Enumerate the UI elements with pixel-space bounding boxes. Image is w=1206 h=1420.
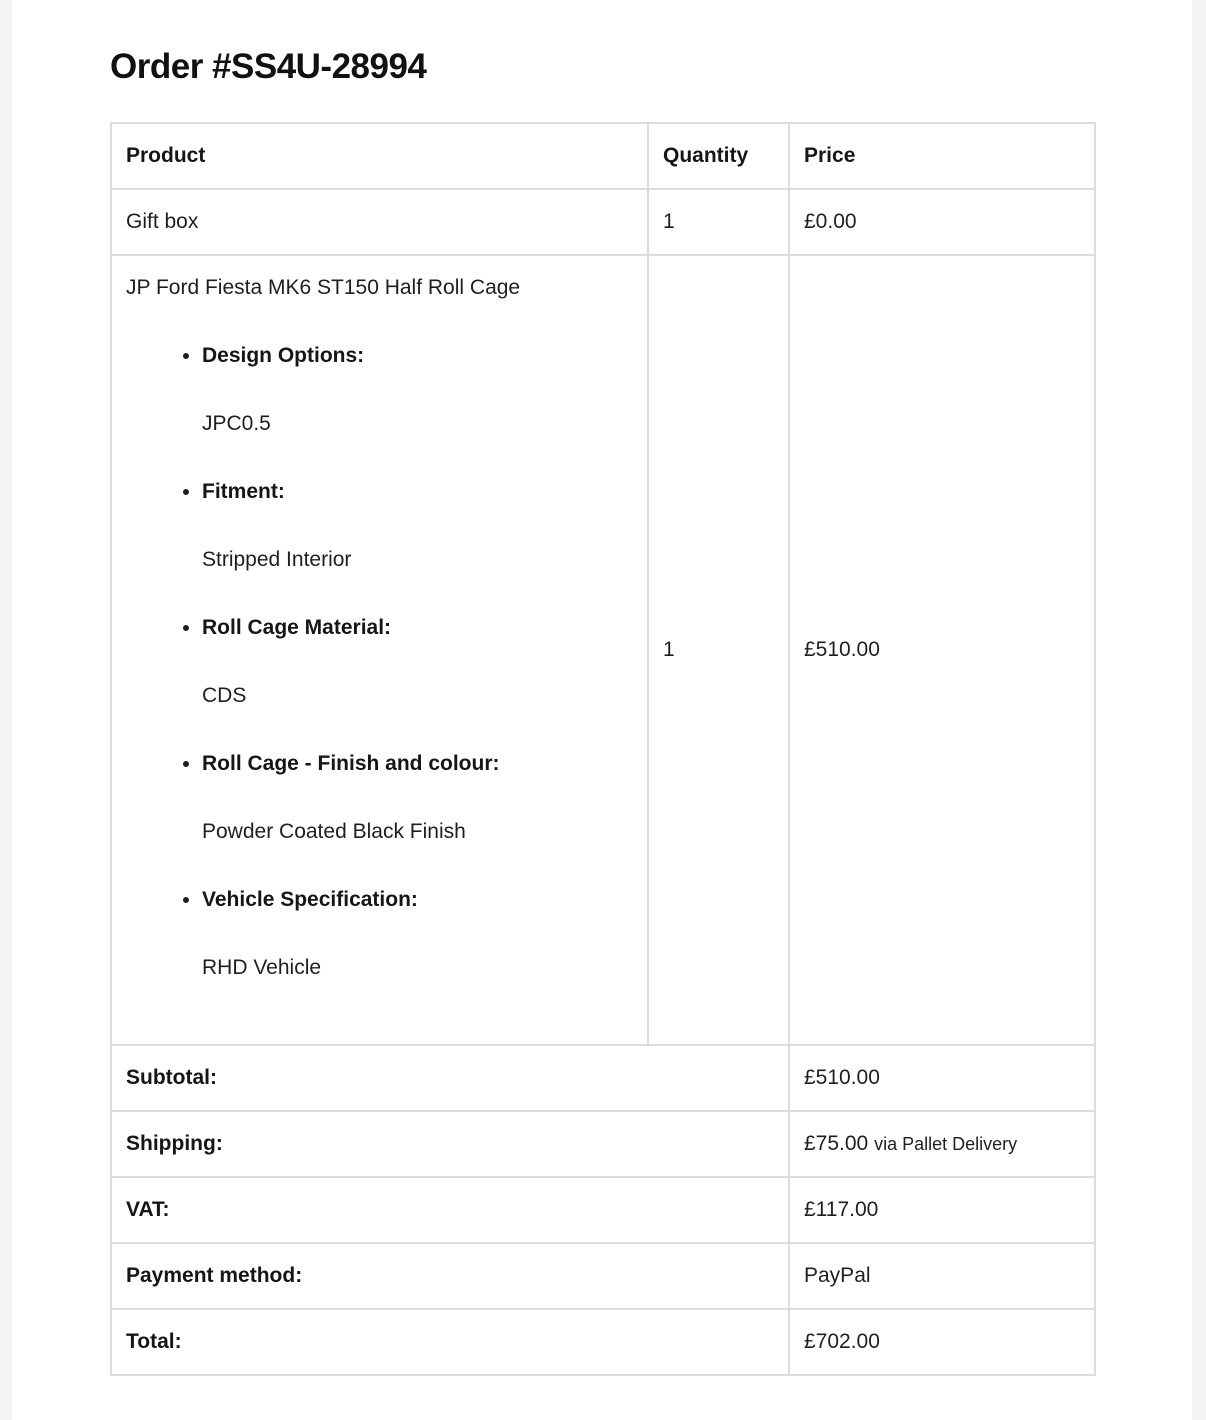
- option-label: • Design Options:: [202, 344, 365, 367]
- summary-value: PayPal: [789, 1243, 1095, 1309]
- order-table: [110, 122, 1096, 1376]
- summary-label: Shipping:: [111, 1111, 789, 1177]
- option-label: • Roll Cage - Finish and colour:: [202, 752, 500, 775]
- price-cell: £510.00: [789, 255, 1095, 1045]
- option-item: [202, 888, 633, 980]
- quantity-cell: 1: [648, 189, 789, 255]
- product-name: JP Ford Fiesta MK6 ST150 Half Roll Cage: [126, 276, 521, 299]
- column-header-price: Price: [789, 123, 1095, 189]
- table-row: [111, 189, 1095, 255]
- option-value: CDS: [202, 684, 247, 707]
- product-name: Gift box: [126, 210, 199, 233]
- summary-label: VAT:: [111, 1177, 789, 1243]
- summary-value: £702.00: [789, 1309, 1095, 1375]
- summary-label: Total:: [111, 1309, 789, 1375]
- shipping-method-note: via Pallet Delivery: [874, 1134, 1018, 1154]
- option-item: [202, 616, 633, 708]
- option-label: • Fitment:: [202, 480, 285, 503]
- option-value: JPC0.5: [202, 412, 271, 435]
- summary-value: £117.00: [789, 1177, 1095, 1243]
- price-cell: £0.00: [789, 189, 1095, 255]
- summary-row-payment-method: [111, 1243, 1095, 1309]
- table-header-row: [111, 123, 1095, 189]
- column-header-product: Product: [111, 123, 648, 189]
- shipping-amount: £75.00: [804, 1132, 869, 1155]
- summary-row-total: [111, 1309, 1095, 1375]
- page-title: Order #SS4U-28994: [110, 47, 427, 86]
- table-row: [111, 255, 1095, 1045]
- summary-label: Subtotal:: [111, 1045, 789, 1111]
- column-header-quantity: Quantity: [648, 123, 789, 189]
- option-item: [202, 752, 633, 844]
- option-label: • Vehicle Specification:: [202, 888, 418, 911]
- product-options-list: [126, 344, 633, 980]
- page-gutter-right: [1192, 0, 1206, 1420]
- summary-value: [789, 1111, 1095, 1177]
- summary-row-vat: [111, 1177, 1095, 1243]
- option-item: [202, 480, 633, 572]
- option-value: RHD Vehicle: [202, 956, 322, 979]
- option-item: [202, 344, 633, 436]
- option-label: • Roll Cage Material:: [202, 616, 392, 639]
- option-value: Stripped Interior: [202, 548, 352, 571]
- summary-row-shipping: [111, 1111, 1095, 1177]
- quantity-cell: 1: [648, 255, 789, 1045]
- page-gutter-left: [0, 0, 12, 1420]
- summary-row-subtotal: [111, 1045, 1095, 1111]
- option-value: Powder Coated Black Finish: [202, 820, 466, 843]
- summary-label: Payment method:: [111, 1243, 789, 1309]
- summary-value: £510.00: [789, 1045, 1095, 1111]
- product-cell: [111, 255, 648, 1045]
- product-cell: [111, 189, 648, 255]
